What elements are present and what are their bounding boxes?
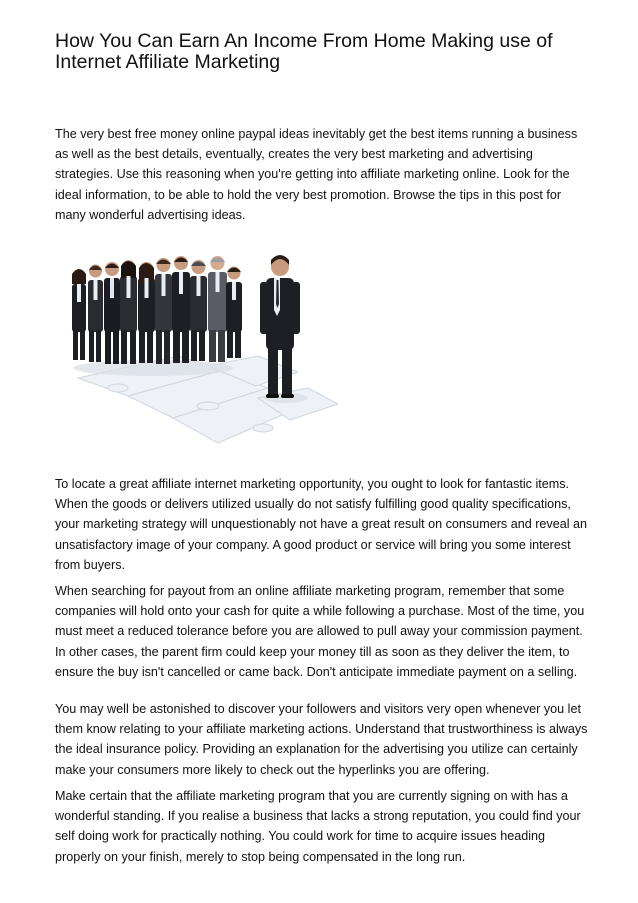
page-title: How You Can Earn An Income From Home Making use of Internet Affiliate Marketing — [55, 30, 553, 73]
paragraph-reputation: Make certain that the affiliate marketing program that you are currently signing on with has a wonderful standing. If you realise a business that lacks a strong reputation, you could find your self doing work for practically nothing. You could work for time to acquire issues heading properly on your finish, merely to stop being compensated in the long run. — [55, 789, 581, 864]
paragraph-intro: The very best free money online paypal ideas inevitably get the best items running a business as well as the best details, eventually, creates the very best marketing and advertising strategies. Use this reasoning when you're getting into affiliate marketing online. Look for the ideal information, to be able to hold the very best promotion. Browse the tips in this post for many wonderful advertising ideas. — [55, 127, 578, 222]
team-group-graphic — [72, 256, 242, 364]
paragraph-transparency: You may well be astonished to discover your followers and visitors very open whenever you let them know relating to your affiliate marketing actions. Understand that trustworthiness is always the ideal insurance policy. Providing an explanation for the advertising you utilize can certainly make your consumers more likely to check out the hyperlinks you are offering. — [55, 702, 588, 777]
paragraph-payout: When searching for payout from an online affiliate marketing program, remember that some companies will hold onto your cash for quite a while following a purchase. Most of the time, you must meet a reduced tolerance before you are allowed to pull away your commission payment. In other cases, the parent firm could keep your money till as soon as they deliver the item, to ensure the buy isn't cancelled or came back. Don't anticipate immediate payment on a selling. — [55, 584, 585, 679]
paragraph-products: To locate a great affiliate internet marketing opportunity, you ought to look for fantastic items. When the goods or delivers utilized usually do not satisfy fulfilling good quality specifications, your marketing strategy will unquestionably not have a great result on consumers and reveal an unsatisfactory image of your company. A good product or service will bring you some interest from buyers. — [55, 477, 588, 572]
business-team-illustration — [58, 238, 348, 458]
